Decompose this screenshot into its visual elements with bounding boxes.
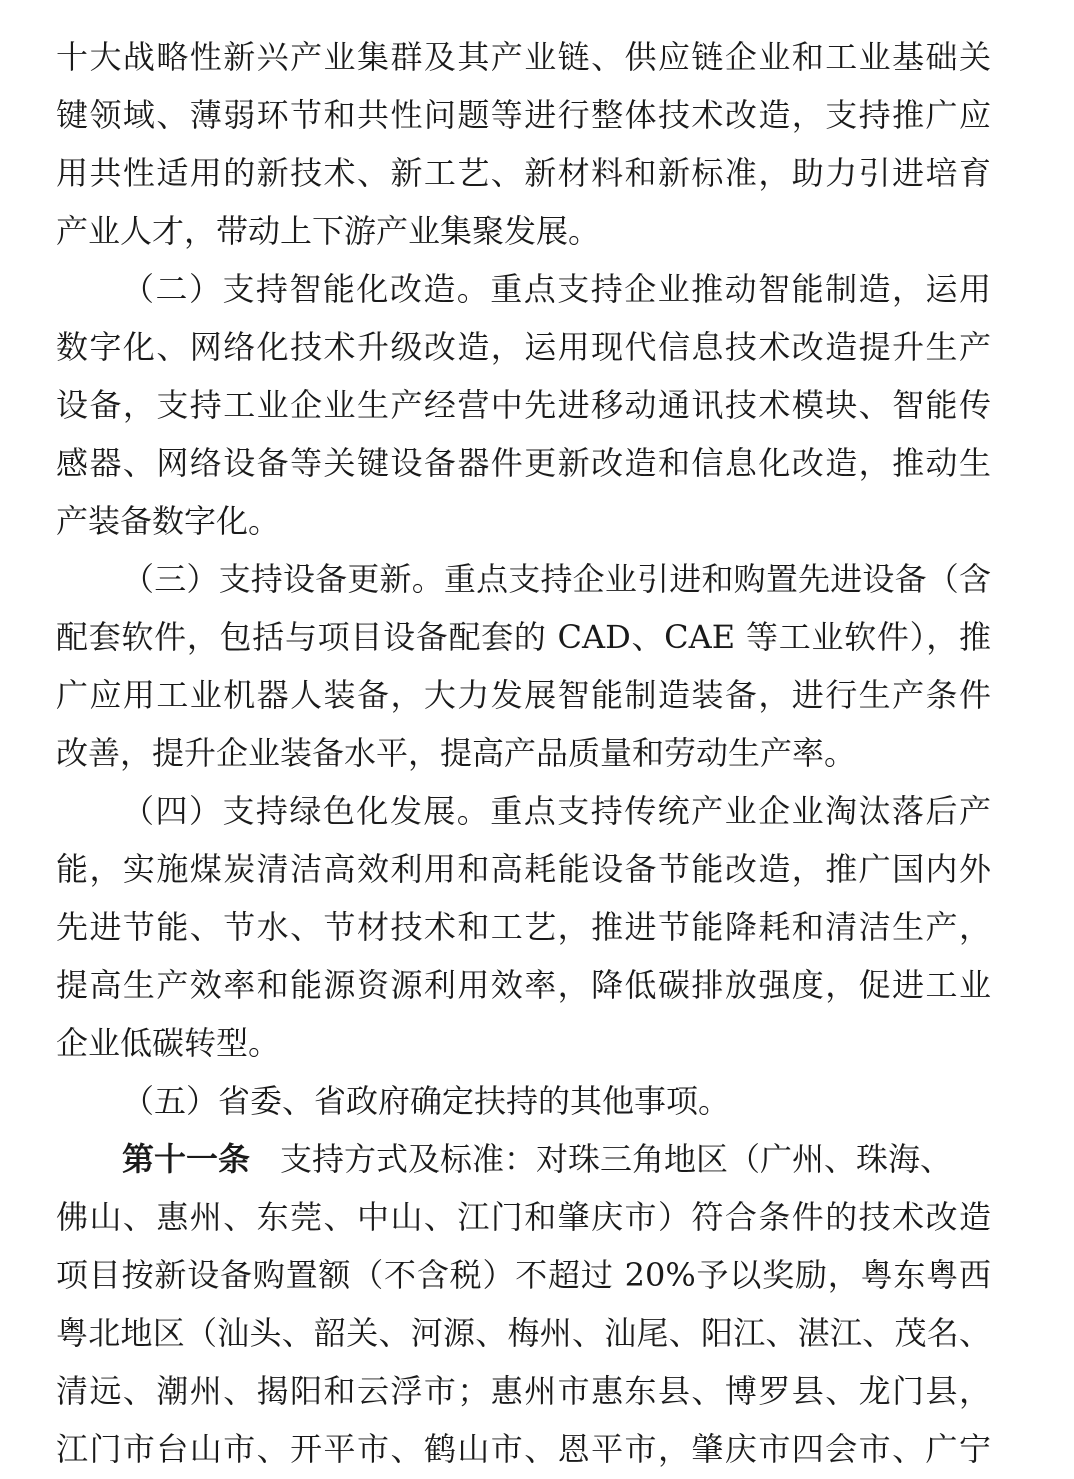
text-line: 江门市台山市、开平市、鹤山市、恩平市，肇庆市四会市、广宁 — [56, 1430, 991, 1468]
paragraph-heading-2: （二）支持智能化改造。重点支持企业推动智能制造，运用 — [122, 270, 991, 308]
text-line: 产业人才，带动上下游产业集聚发展。 — [56, 212, 601, 250]
text-line: 改善，提升企业装备水平，提高产品质量和劳动生产率。 — [56, 734, 857, 772]
text-line: 项目按新设备购置额（不含税）不超过 20%予以奖励，粤东粤西 — [56, 1256, 991, 1294]
text-line: 设备，支持工业企业生产经营中先进移动通讯技术模块、智能传 — [56, 386, 991, 424]
text-line: 感器、网络设备等关键设备器件更新改造和信息化改造，推动生 — [56, 444, 991, 482]
text-line: 先进节能、节水、节材技术和工艺，推进节能降耗和清洁生产， — [56, 908, 991, 946]
text-line: 提高生产效率和能源资源利用效率，降低碳排放强度，促进工业 — [56, 966, 991, 1004]
paragraph-heading-3: （三）支持设备更新。重点支持企业引进和购置先进设备（含 — [122, 560, 991, 598]
text-line: 用共性适用的新技术、新工艺、新材料和新标准，助力引进培育 — [56, 154, 991, 192]
text-line: 广应用工业机器人装备，大力发展智能制造装备，进行生产条件 — [56, 676, 991, 714]
article-number: 第十一条 — [122, 1140, 251, 1178]
text-line: 产装备数字化。 — [56, 502, 281, 540]
text-line: 能，实施煤炭清洁高效利用和高耗能设备节能改造，推广国内外 — [56, 850, 991, 888]
text-line: 十大战略性新兴产业集群及其产业链、供应链企业和工业基础关 — [56, 38, 991, 76]
text-line: 粤北地区（汕头、韶关、河源、梅州、汕尾、阳江、湛江、茂名、 — [56, 1314, 991, 1352]
text-line: 键领域、薄弱环节和共性问题等进行整体技术改造，支持推广应 — [56, 96, 991, 134]
text-line: 企业低碳转型。 — [56, 1024, 281, 1062]
paragraph-heading-5: （五）省委、省政府确定扶持的其他事项。 — [122, 1082, 731, 1120]
text-line: 配套软件，包括与项目设备配套的 CAD、CAE 等工业软件），推 — [56, 618, 991, 656]
article-text: 支持方式及标准：对珠三角地区（广州、珠海、 — [280, 1140, 953, 1178]
text-line: 清远、潮州、揭阳和云浮市；惠州市惠东县、博罗县、龙门县， — [56, 1372, 991, 1410]
text-line: 数字化、网络化技术升级改造，运用现代信息技术改造提升生产 — [56, 328, 991, 366]
paragraph-heading-4: （四）支持绿色化发展。重点支持传统产业企业淘汰落后产 — [122, 792, 991, 830]
text-line: 佛山、惠州、东莞、中山、江门和肇庆市）符合条件的技术改造 — [56, 1198, 991, 1236]
article-line — [122, 1130, 991, 1188]
